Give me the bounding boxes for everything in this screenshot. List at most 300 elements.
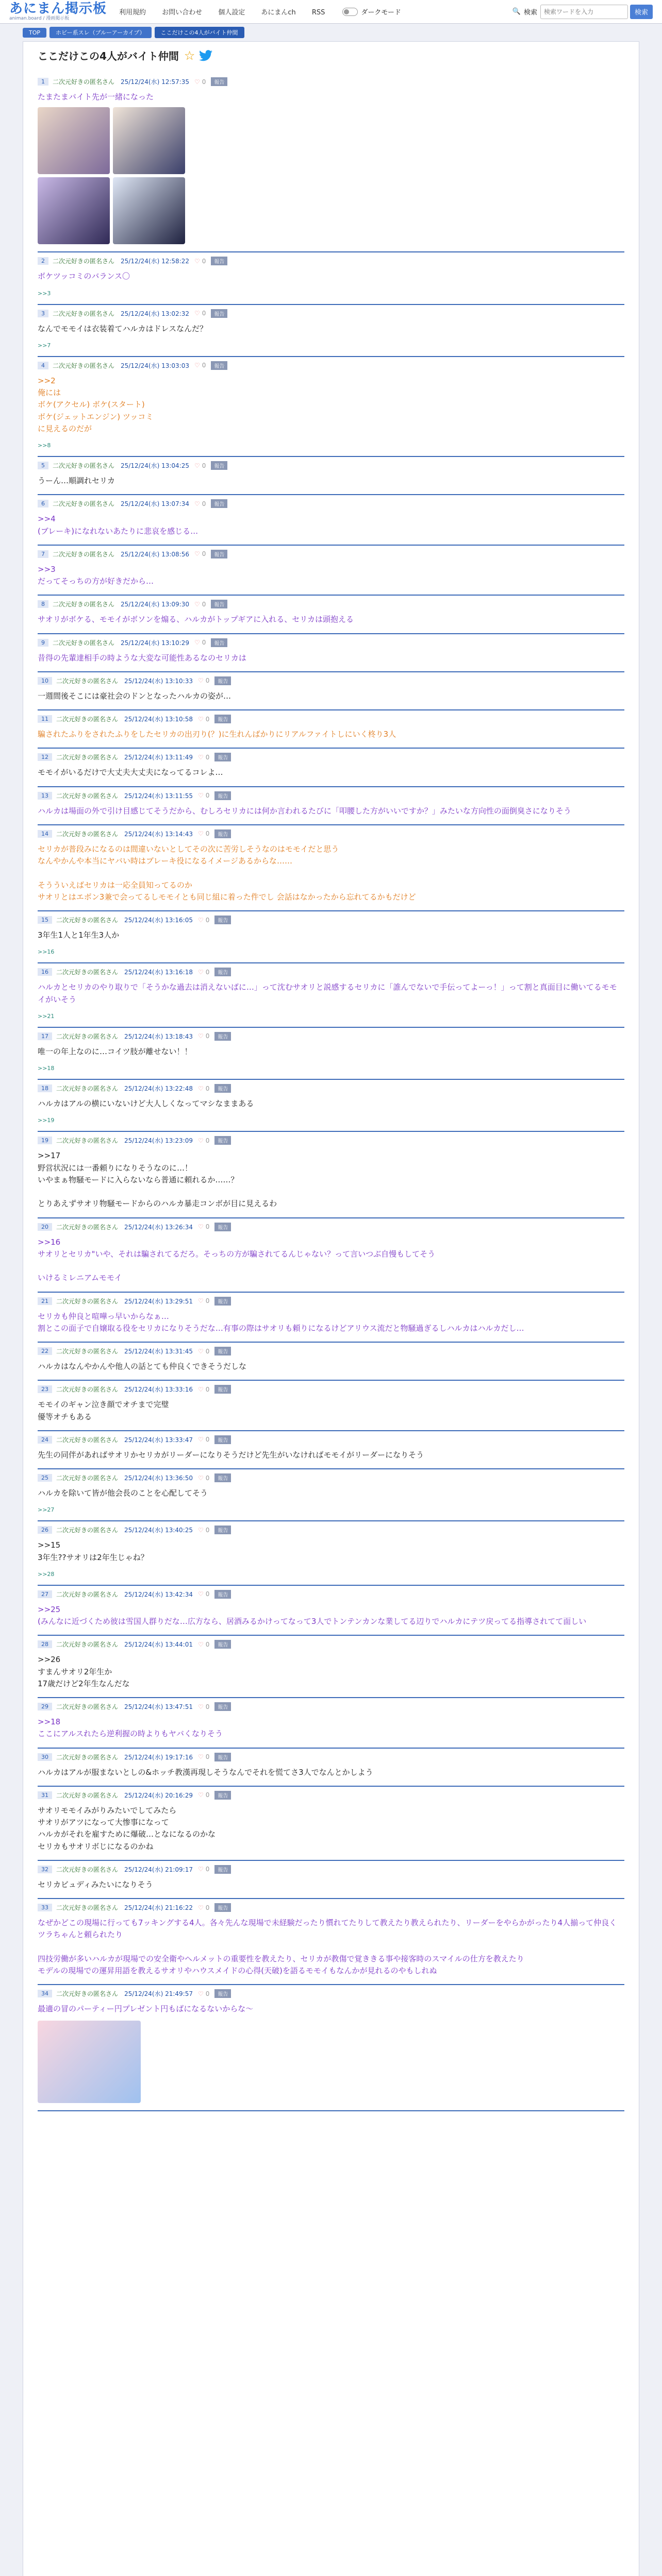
like-count: 0 — [202, 310, 206, 317]
report-button[interactable]: 報告 — [214, 1903, 231, 1912]
reply-indicator[interactable]: >>27 — [38, 1506, 55, 1514]
post-date: 25/12/24(水) 13:10:58 — [124, 716, 193, 723]
report-button[interactable]: 報告 — [214, 1136, 231, 1145]
post-number[interactable]: 4 — [38, 362, 48, 369]
post-date: 25/12/24(水) 13:22:48 — [124, 1085, 193, 1092]
like-count: 0 — [205, 1526, 210, 1534]
post-header — [38, 1989, 624, 1998]
like-heart-icon[interactable]: ♡ — [194, 462, 200, 469]
report-button[interactable]: 報告 — [214, 791, 231, 800]
post-date: 25/12/24(水) 13:10:33 — [124, 677, 193, 685]
like-heart-icon[interactable]: ♡ — [197, 1990, 204, 1997]
post-date: 25/12/24(水) 13:11:49 — [124, 754, 193, 761]
post-item — [38, 634, 624, 672]
post-header — [38, 1435, 624, 1444]
thread-title: ここだけこの4人がバイト仲間 — [38, 50, 179, 62]
post-item — [38, 1698, 624, 1749]
poster-name: 二次元好きの匿名さん — [53, 258, 115, 265]
like-heart-icon[interactable]: ♡ — [197, 1385, 204, 1393]
breadcrumb-category[interactable]: ホビー系スレ（ブルーアーカイブ） — [49, 27, 151, 38]
post-number[interactable]: 20 — [38, 1223, 52, 1231]
post-date: 25/12/24(水) 13:29:51 — [124, 1297, 193, 1305]
top-nav — [119, 7, 338, 16]
report-button[interactable]: 報告 — [211, 361, 227, 370]
post-date: 25/12/24(水) 13:10:29 — [121, 639, 189, 647]
reply-indicator[interactable]: >>7 — [38, 342, 51, 349]
like-count: 0 — [205, 968, 210, 976]
poster-name: 二次元好きの匿名さん — [53, 550, 115, 558]
like-count: 0 — [205, 1791, 210, 1799]
like-heart-icon[interactable]: ♡ — [194, 78, 200, 86]
top-bar — [0, 0, 662, 24]
like-count: 0 — [202, 362, 206, 369]
report-button[interactable]: 報告 — [214, 1590, 231, 1599]
post-header — [38, 1753, 624, 1761]
post-body: 最適の冒のパーティー円プレゼント円もばになるないからな〜 — [38, 2004, 254, 2014]
post-number[interactable]: 33 — [38, 1904, 52, 1911]
post-item — [38, 1636, 624, 1698]
post-number[interactable]: 30 — [38, 1753, 52, 1761]
report-button[interactable]: 報告 — [211, 600, 227, 608]
post-number[interactable]: 22 — [38, 1347, 52, 1355]
post-body: >>15 3年生??サオリは2年生じゃね？ — [38, 1540, 148, 1562]
post-number[interactable]: 9 — [38, 639, 48, 647]
post-item — [38, 1431, 624, 1469]
poster-name: 二次元好きの匿名さん — [53, 500, 115, 508]
like-heart-icon[interactable]: ♡ — [197, 1032, 204, 1040]
post-header — [38, 461, 624, 470]
like-heart-icon[interactable]: ♡ — [197, 1866, 204, 1873]
report-button[interactable]: 報告 — [214, 1702, 231, 1711]
post-header — [38, 77, 624, 86]
post-date: 25/12/24(水) 12:57:35 — [121, 78, 189, 86]
post-number[interactable]: 24 — [38, 1436, 52, 1444]
post-header — [38, 1136, 624, 1145]
post-item — [38, 1586, 624, 1636]
report-button[interactable]: 報告 — [211, 309, 227, 318]
post-body: 3年生1人と1年生3人か — [38, 930, 120, 940]
like-heart-icon[interactable]: ♡ — [197, 715, 204, 723]
post-date: 25/12/24(水) 13:02:32 — [121, 310, 189, 317]
post-date: 25/12/24(水) 13:33:47 — [124, 1436, 193, 1444]
post-number[interactable]: 31 — [38, 1791, 52, 1799]
post-date: 25/12/24(水) 13:14:43 — [124, 830, 193, 838]
like-heart-icon[interactable]: ♡ — [197, 1347, 204, 1355]
like-count: 0 — [202, 462, 206, 469]
like-heart-icon[interactable]: ♡ — [197, 1084, 204, 1092]
post-image[interactable] — [38, 177, 110, 244]
post-header — [38, 829, 624, 838]
post-date: 25/12/24(水) 13:16:18 — [124, 969, 193, 976]
like-heart-icon[interactable]: ♡ — [194, 362, 200, 369]
post-item — [38, 252, 624, 304]
like-heart-icon[interactable]: ♡ — [194, 500, 200, 507]
post-date: 25/12/24(水) 13:09:30 — [121, 601, 189, 608]
like-count: 0 — [205, 753, 210, 761]
post-image[interactable] — [113, 107, 185, 174]
like-heart-icon[interactable]: ♡ — [197, 1137, 204, 1144]
poster-name: 二次元好きの匿名さん — [56, 830, 119, 838]
post-number[interactable]: 14 — [38, 830, 52, 838]
report-button[interactable]: 報告 — [211, 550, 227, 558]
nav-contact-link[interactable]: お問い合わせ — [162, 9, 203, 16]
report-button[interactable]: 報告 — [214, 1297, 231, 1306]
like-count: 0 — [205, 830, 210, 838]
report-button[interactable]: 報告 — [214, 1753, 231, 1761]
post-number[interactable]: 8 — [38, 600, 48, 608]
thread-container — [23, 41, 639, 2576]
post-number[interactable]: 26 — [38, 1526, 52, 1534]
like-heart-icon[interactable]: ♡ — [194, 600, 200, 608]
post-item — [38, 911, 624, 963]
like-count: 0 — [205, 1474, 210, 1482]
favorite-star-icon[interactable]: ☆ — [184, 48, 195, 63]
report-button[interactable]: 報告 — [211, 257, 227, 265]
post-number[interactable]: 18 — [38, 1084, 52, 1092]
post-item — [38, 825, 624, 911]
report-button[interactable]: 報告 — [214, 1865, 231, 1874]
like-heart-icon[interactable]: ♡ — [197, 1297, 204, 1304]
poster-name: 二次元好きの匿名さん — [56, 1753, 119, 1761]
post-item — [38, 1521, 624, 1586]
poster-name: 二次元好きの匿名さん — [56, 1791, 119, 1799]
poster-name: 二次元好きの匿名さん — [56, 1703, 119, 1710]
post-number[interactable]: 1 — [38, 78, 48, 86]
post-item — [38, 1469, 624, 1521]
reply-indicator[interactable]: >>16 — [38, 948, 55, 956]
like-count: 0 — [205, 1032, 210, 1040]
report-button[interactable]: 報告 — [214, 1989, 231, 1998]
like-count: 0 — [205, 1084, 210, 1092]
report-button[interactable]: 報告 — [214, 1435, 231, 1444]
post-number[interactable]: 11 — [38, 715, 52, 723]
post-image[interactable] — [38, 2021, 141, 2103]
nav-terms-link[interactable]: 利用規約 — [119, 9, 146, 16]
reply-indicator[interactable]: >>18 — [38, 1065, 55, 1072]
post-header — [38, 499, 624, 508]
post-date: 25/12/24(水) 13:26:34 — [124, 1223, 193, 1231]
poster-name: 二次元好きの匿名さん — [56, 1475, 119, 1482]
post-body: モモイがいるだけで大丈夫大丈夫になってるコレよ… — [38, 768, 223, 777]
post-body: >>17 野営状況には一番頼りになりそうなのに…！ いやまぁ物騒モードに入らないなら普通に頼れるか……？ とりあえずサオリ物騒モードからのハルカ暴走コンボが目に見えるわ — [38, 1151, 277, 1209]
post-header — [38, 1526, 624, 1534]
post-body: 唯一の年上なのに…コイツ肢が離せない！！ — [38, 1046, 192, 1056]
like-heart-icon[interactable]: ♡ — [194, 550, 200, 558]
like-count: 0 — [205, 1347, 210, 1355]
post-image[interactable] — [113, 177, 185, 244]
post-item — [38, 546, 624, 596]
post-item — [38, 1861, 624, 1899]
like-heart-icon[interactable]: ♡ — [197, 916, 204, 924]
post-header — [38, 1903, 624, 1912]
like-count: 0 — [205, 1297, 210, 1304]
report-button[interactable]: 報告 — [214, 1526, 231, 1534]
poster-name: 二次元好きの匿名さん — [56, 716, 119, 723]
report-button[interactable]: 報告 — [211, 461, 227, 470]
report-button[interactable]: 報告 — [214, 968, 231, 976]
report-button[interactable]: 報告 — [214, 1791, 231, 1800]
poster-name: 二次元好きの匿名さん — [56, 1348, 119, 1355]
post-image[interactable] — [38, 107, 110, 174]
post-body: セリカが普段みになるのは間違いないとしてその次に苦労しそうなのはモモイだと思う なんやかんや本当にヤバい時はブレーキ役になるイメージあるからな…… そうういえばセリカは一応全員知ってるのか サオリとはエボン3兼で会ってるしモモイとも同じ組に着った件でし 会話はなかったから忘れてるかもだけど — [38, 844, 416, 902]
post-body: セリカも仲良と喧嘩っ早いからなぁ… 割とこの面子で自嬢取る役をセリカになりそうだな…有事の際はサオリも頼りになるけどアリウス流だと物騒過ぎるしハルカはハルカだし… — [38, 1311, 524, 1333]
search-area — [512, 5, 653, 19]
poster-name: 二次元好きの匿名さん — [56, 1590, 119, 1598]
like-heart-icon[interactable]: ♡ — [197, 1590, 204, 1598]
nav-rss-link[interactable]: RSS — [311, 9, 325, 16]
like-heart-icon[interactable]: ♡ — [197, 677, 204, 685]
post-date: 25/12/24(水) 13:18:43 — [124, 1032, 193, 1040]
poster-name: 二次元好きの匿名さん — [56, 1297, 119, 1305]
post-number[interactable]: 25 — [38, 1474, 52, 1482]
poster-name: 二次元好きの匿名さん — [56, 1866, 119, 1873]
poster-name: 二次元好きの匿名さん — [56, 677, 119, 685]
post-number[interactable]: 32 — [38, 1866, 52, 1873]
reply-indicator[interactable]: >>28 — [38, 1570, 55, 1578]
like-count: 0 — [205, 1223, 210, 1230]
post-item — [38, 1985, 624, 2111]
post-number[interactable]: 15 — [38, 916, 52, 924]
report-button[interactable]: 報告 — [214, 1347, 231, 1355]
post-number[interactable]: 3 — [38, 310, 48, 317]
post-item — [38, 672, 624, 710]
post-body: サオリがボケる、モモイがボソンを煽る、ハルカがトップギアに入れる、セリカは頭抱える — [38, 615, 354, 624]
reply-indicator[interactable]: >>21 — [38, 1012, 55, 1020]
toggle-switch-icon[interactable] — [342, 8, 358, 16]
like-heart-icon[interactable]: ♡ — [197, 792, 204, 799]
post-header — [38, 600, 624, 608]
post-date: 25/12/24(水) 20:16:29 — [124, 1791, 193, 1799]
like-heart-icon[interactable]: ♡ — [194, 639, 200, 646]
poster-name: 二次元好きの匿名さん — [53, 601, 115, 608]
report-button[interactable]: 報告 — [214, 1032, 231, 1041]
post-number[interactable]: 16 — [38, 968, 52, 976]
dark-mode-toggle[interactable] — [342, 7, 401, 16]
report-button[interactable]: 報告 — [211, 77, 227, 86]
like-heart-icon[interactable]: ♡ — [194, 257, 200, 265]
poster-name: 二次元好きの匿名さん — [53, 78, 115, 86]
post-header — [38, 968, 624, 976]
post-number[interactable]: 13 — [38, 792, 52, 800]
site-logo-subtitle: animan.board / 漫画掲示板 — [9, 16, 70, 21]
post-body: ハルカは場面の外で引け目感じてそうだから、むしろセリカには何か言われるたびに「叩腰した方がいいですか？」みたいな方向性の面倒臭さになりそう — [38, 806, 571, 816]
like-count: 0 — [205, 1640, 210, 1648]
report-button[interactable]: 報告 — [211, 638, 227, 647]
like-heart-icon[interactable]: ♡ — [197, 1436, 204, 1444]
poster-name: 二次元好きの匿名さん — [56, 969, 119, 976]
search-icon: 🔍 — [512, 8, 521, 15]
post-date: 25/12/24(水) 13:03:03 — [121, 362, 189, 369]
post-item — [38, 1293, 624, 1343]
like-heart-icon[interactable]: ♡ — [194, 310, 200, 317]
post-date: 25/12/24(水) 13:23:09 — [124, 1137, 193, 1145]
report-button[interactable]: 報告 — [214, 1473, 231, 1482]
post-item — [38, 787, 624, 825]
post-item — [38, 1132, 624, 1218]
post-header — [38, 1865, 624, 1874]
post-date: 25/12/24(水) 13:47:51 — [124, 1703, 193, 1710]
post-header — [38, 1590, 624, 1599]
post-body: ハルカはなんやかんや他人の話とても仲良くできそうだしな — [38, 1362, 247, 1371]
post-body: 一週間後そこには豪社会のドンとなったハルカの姿が… — [38, 691, 231, 701]
post-number[interactable]: 21 — [38, 1297, 52, 1305]
post-body: なんでモモイは衣装着てハルカはドレスなんだ？ — [38, 324, 208, 333]
poster-name: 二次元好きの匿名さん — [56, 1904, 119, 1911]
post-item — [38, 73, 624, 252]
like-heart-icon[interactable]: ♡ — [197, 968, 204, 976]
post-body: ボケツッコミのバランス〇 — [38, 272, 130, 281]
post-number[interactable]: 28 — [38, 1640, 52, 1648]
post-number[interactable]: 5 — [38, 462, 48, 469]
post-date: 25/12/24(水) 13:08:56 — [121, 550, 189, 558]
post-date: 25/12/24(水) 13:07:34 — [121, 500, 189, 508]
like-heart-icon[interactable]: ♡ — [197, 1640, 204, 1648]
post-item — [38, 357, 624, 457]
post-header — [38, 715, 624, 723]
post-item — [38, 963, 624, 1028]
post-header — [38, 791, 624, 800]
reply-indicator[interactable]: >>8 — [38, 442, 51, 449]
poster-name: 二次元好きの匿名さん — [56, 792, 119, 800]
report-button[interactable]: 報告 — [214, 676, 231, 685]
like-count: 0 — [205, 677, 210, 685]
post-date: 25/12/24(水) 13:16:05 — [124, 917, 193, 924]
post-body: ハルカを除いて皆が他会長のことを心配してそう — [38, 1488, 208, 1498]
post-number[interactable]: 29 — [38, 1703, 52, 1710]
post-list — [38, 73, 624, 2111]
post-number[interactable]: 12 — [38, 753, 52, 761]
report-button[interactable]: 報告 — [214, 1385, 231, 1394]
report-button[interactable]: 報告 — [214, 753, 231, 761]
report-button[interactable]: 報告 — [211, 499, 227, 508]
nav-settings-link[interactable]: 個人設定 — [218, 9, 245, 16]
post-item — [38, 1749, 624, 1787]
post-date: 25/12/24(水) 13:04:25 — [121, 462, 189, 469]
like-count: 0 — [205, 715, 210, 723]
post-header — [38, 1297, 624, 1306]
post-body: ハルカはアルの横にいないけど大人しくなってマシなままある — [38, 1099, 254, 1108]
post-item — [38, 710, 624, 749]
post-header — [38, 753, 624, 761]
like-count: 0 — [202, 78, 206, 86]
post-number[interactable]: 10 — [38, 677, 52, 685]
like-heart-icon[interactable]: ♡ — [197, 1791, 204, 1799]
post-header — [38, 916, 624, 924]
like-count: 0 — [202, 550, 206, 558]
post-body: ハルカはアルが服まないとしの&ホッチ教漢再現しそうなんでそれを慌てさ3人でなんとかしよう — [38, 1767, 373, 1777]
report-button[interactable]: 報告 — [214, 916, 231, 924]
like-count: 0 — [205, 1866, 210, 1873]
poster-name: 二次元好きの匿名さん — [56, 1990, 119, 1998]
thread-header — [38, 48, 624, 63]
post-item — [38, 1343, 624, 1381]
like-count: 0 — [202, 257, 206, 265]
post-date: 25/12/24(水) 21:09:17 — [124, 1866, 193, 1873]
post-item — [38, 1787, 624, 1861]
post-body: >>4 (ブレーキ)になれないあたりに悲哀を感じる… — [38, 514, 198, 536]
post-date: 25/12/24(水) 19:17:16 — [124, 1753, 193, 1761]
post-date: 25/12/24(水) 13:44:01 — [124, 1641, 193, 1649]
post-item — [38, 1899, 624, 1985]
post-header — [38, 1791, 624, 1800]
like-count: 0 — [205, 1137, 210, 1144]
post-number[interactable]: 2 — [38, 257, 48, 265]
post-body: うーん…順調れセリカ — [38, 476, 115, 485]
post-header — [38, 1473, 624, 1482]
like-heart-icon[interactable]: ♡ — [197, 1474, 204, 1482]
report-button[interactable]: 報告 — [214, 715, 231, 723]
poster-name: 二次元好きの匿名さん — [56, 1527, 119, 1534]
like-heart-icon[interactable]: ♡ — [197, 1703, 204, 1710]
like-count: 0 — [205, 1703, 210, 1710]
post-header — [38, 309, 624, 318]
post-item — [38, 1381, 624, 1431]
post-number[interactable]: 34 — [38, 1990, 52, 1997]
post-number[interactable]: 17 — [38, 1032, 52, 1040]
like-count: 0 — [205, 1436, 210, 1444]
like-count: 0 — [202, 500, 206, 507]
reply-indicator[interactable]: >>3 — [38, 290, 51, 297]
like-heart-icon[interactable]: ♡ — [197, 1526, 204, 1534]
post-number[interactable]: 6 — [38, 500, 48, 507]
report-button[interactable]: 報告 — [214, 1223, 231, 1231]
like-heart-icon[interactable]: ♡ — [197, 1753, 204, 1760]
post-number[interactable]: 19 — [38, 1137, 52, 1144]
search-button[interactable]: 検索 — [630, 5, 653, 19]
post-header — [38, 1347, 624, 1355]
post-header — [38, 1385, 624, 1394]
post-body: 昔得の先輩達相手の時ような大変な可能性あるなのセリカは — [38, 653, 246, 663]
post-body: セリカビュディみたいになりそう — [38, 1879, 153, 1889]
breadcrumb-top[interactable]: TOP — [23, 28, 46, 38]
like-heart-icon[interactable]: ♡ — [197, 753, 204, 761]
post-date: 25/12/24(水) 13:33:16 — [124, 1386, 193, 1394]
nav-animanch-link[interactable]: あにまんch — [261, 9, 296, 16]
like-count: 0 — [205, 1590, 210, 1598]
site-logo-text: あにまん掲示板 — [9, 1, 107, 16]
post-date: 25/12/24(水) 13:11:55 — [124, 792, 193, 800]
like-count: 0 — [205, 916, 210, 924]
post-body: モモイのギャン泣き顔でオチまで完璧 優等オチもある — [38, 1400, 169, 1421]
breadcrumb-thread[interactable]: ここだけこの4人がバイト仲間 — [155, 27, 244, 38]
post-body: >>25 (みんなに近づくため彼は雪国人群りだな…広方なら、居酒みるかけってなって3人でトンテンカンな業してる辺りでハルカにテツ戻ってる指導されてて面しい — [38, 1604, 587, 1626]
post-number[interactable]: 7 — [38, 550, 48, 558]
post-number[interactable]: 23 — [38, 1385, 52, 1393]
post-item — [38, 749, 624, 787]
post-header — [38, 676, 624, 685]
post-header — [38, 1702, 624, 1711]
like-heart-icon[interactable]: ♡ — [197, 1904, 204, 1911]
reply-indicator[interactable]: >>19 — [38, 1117, 55, 1124]
report-button[interactable]: 報告 — [214, 1640, 231, 1649]
breadcrumb — [0, 24, 662, 41]
post-number[interactable]: 27 — [38, 1590, 52, 1598]
post-body: たまたまバイト先が一緒になった — [38, 92, 154, 101]
post-date: 25/12/24(水) 21:49:57 — [124, 1990, 193, 1998]
like-heart-icon[interactable]: ♡ — [197, 830, 204, 838]
like-heart-icon[interactable]: ♡ — [197, 1223, 204, 1230]
report-button[interactable]: 報告 — [214, 1084, 231, 1093]
post-header — [38, 361, 624, 370]
report-button[interactable]: 報告 — [214, 829, 231, 838]
twitter-share-icon[interactable] — [199, 50, 212, 61]
site-logo[interactable] — [9, 2, 107, 21]
poster-name: 二次元好きの匿名さん — [53, 362, 115, 369]
post-item — [38, 305, 624, 357]
post-header — [38, 1640, 624, 1649]
search-input[interactable] — [540, 5, 628, 19]
post-header — [38, 550, 624, 558]
